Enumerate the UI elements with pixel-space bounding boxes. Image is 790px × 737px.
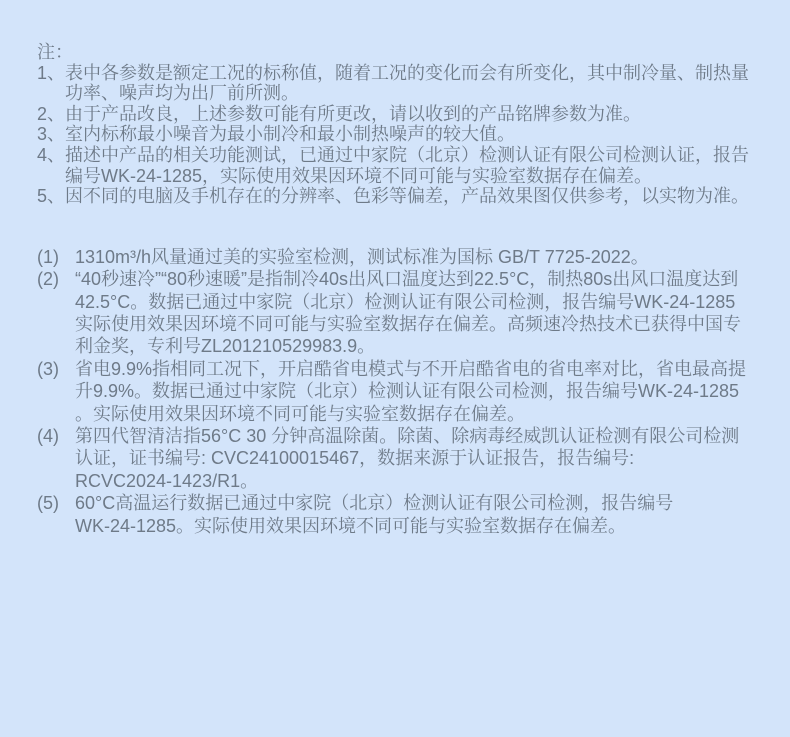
footnote-marker: (3) — [37, 358, 59, 379]
note-item-3 — [37, 124, 760, 145]
footnote-line: 认证，证书编号: CVC24100015467，数据来源于认证报告，报告编号: — [75, 448, 635, 469]
footnote-item-3 — [37, 358, 760, 425]
footnote-marker: (5) — [37, 493, 59, 514]
footnote-line: 升9.9%。数据已通过中家院（北京）检测认证有限公司检测，报告编号WK-24-1285 — [75, 381, 740, 402]
note-line: 表中各参数是额定工况的标称值，随着工况的变化而会有所变化，其中制冷量、制热量 — [65, 62, 749, 83]
note-marker: 5、 — [37, 186, 66, 207]
footnote-item-5 — [37, 492, 760, 537]
note-line: 描述中产品的相关功能测试，已通过中家院（北京）检测认证有限公司检测认证，报告 — [65, 144, 749, 165]
footnotes-section — [37, 246, 760, 537]
footnote-marker: (2) — [37, 269, 59, 290]
footnote-item-2 — [37, 268, 760, 358]
footnote-line: 省电9.9%指相同工况下，开启酷省电模式与不开启酷省电的省电率对比，省电最高提 — [75, 358, 747, 379]
note-line: 因不同的电脑及手机存在的分辨率、色彩等偏差，产品效果图仅供参考，以实物为准。 — [65, 186, 749, 207]
footnote-line: 60°C高温运行数据已通过中家院（北京）检测认证有限公司检测，报告编号 — [75, 493, 674, 514]
footnote-line: RCVC2024-1423/R1。 — [75, 470, 259, 491]
footnote-line: 42.5°C。数据已通过中家院（北京）检测认证有限公司检测，报告编号WK-24-1285 — [75, 291, 736, 312]
footnote-marker: (4) — [37, 426, 59, 446]
note-item-2 — [37, 104, 760, 125]
footnote-line: 实际使用效果因环境不同可能与实验室数据存在偏差。高频速冷热技术已获得中国专 — [75, 313, 741, 334]
note-item-5 — [37, 186, 760, 207]
note-item-1 — [37, 63, 760, 104]
footnote-line: 1310m³/h风量通过美的实验室检测，测试标准为国标 GB/T 7725-2022。 — [75, 246, 649, 267]
notes-header: 注： — [37, 42, 73, 62]
note-marker: 3、 — [37, 124, 66, 145]
footnote-line: WK-24-1285。实际使用效果因环境不同可能与实验室数据存在偏差。 — [75, 515, 627, 536]
footnote-item-1 — [37, 246, 760, 268]
note-marker: 4、 — [37, 144, 66, 165]
footnote-line: “40秒速冷”“80秒速暖”是指制冷40s出风口温度达到22.5°C，制热80s出风口温度达到 — [75, 269, 739, 290]
footnote-line: 利金奖，专利号ZL201210529983.9。 — [75, 336, 376, 357]
footnote-line: 。实际使用效果因环境不同可能与实验室数据存在偏差。 — [75, 403, 525, 424]
note-item-4 — [37, 145, 760, 186]
note-line: 功率、噪声均为出厂前所测。 — [65, 83, 299, 104]
footnote-marker: (1) — [37, 246, 59, 267]
footnote-item-4 — [37, 425, 760, 492]
footnote-line: 第四代智清洁指56°C 30 分钟高温除菌。除菌、除病毒经威凯认证检测有限公司检测 — [75, 426, 740, 446]
note-line: 室内标称最小噪音为最小制冷和最小制热噪声的较大值。 — [65, 124, 515, 145]
note-marker: 2、 — [37, 103, 66, 124]
note-line: 由于产品改良，上述参数可能有所更改，请以收到的产品铭牌参数为准。 — [65, 103, 641, 124]
note-marker: 1、 — [37, 62, 66, 83]
notes-section — [37, 42, 760, 207]
note-line: 编号WK-24-1285，实际使用效果因环境不同可能与实验室数据存在偏差。 — [65, 165, 653, 186]
